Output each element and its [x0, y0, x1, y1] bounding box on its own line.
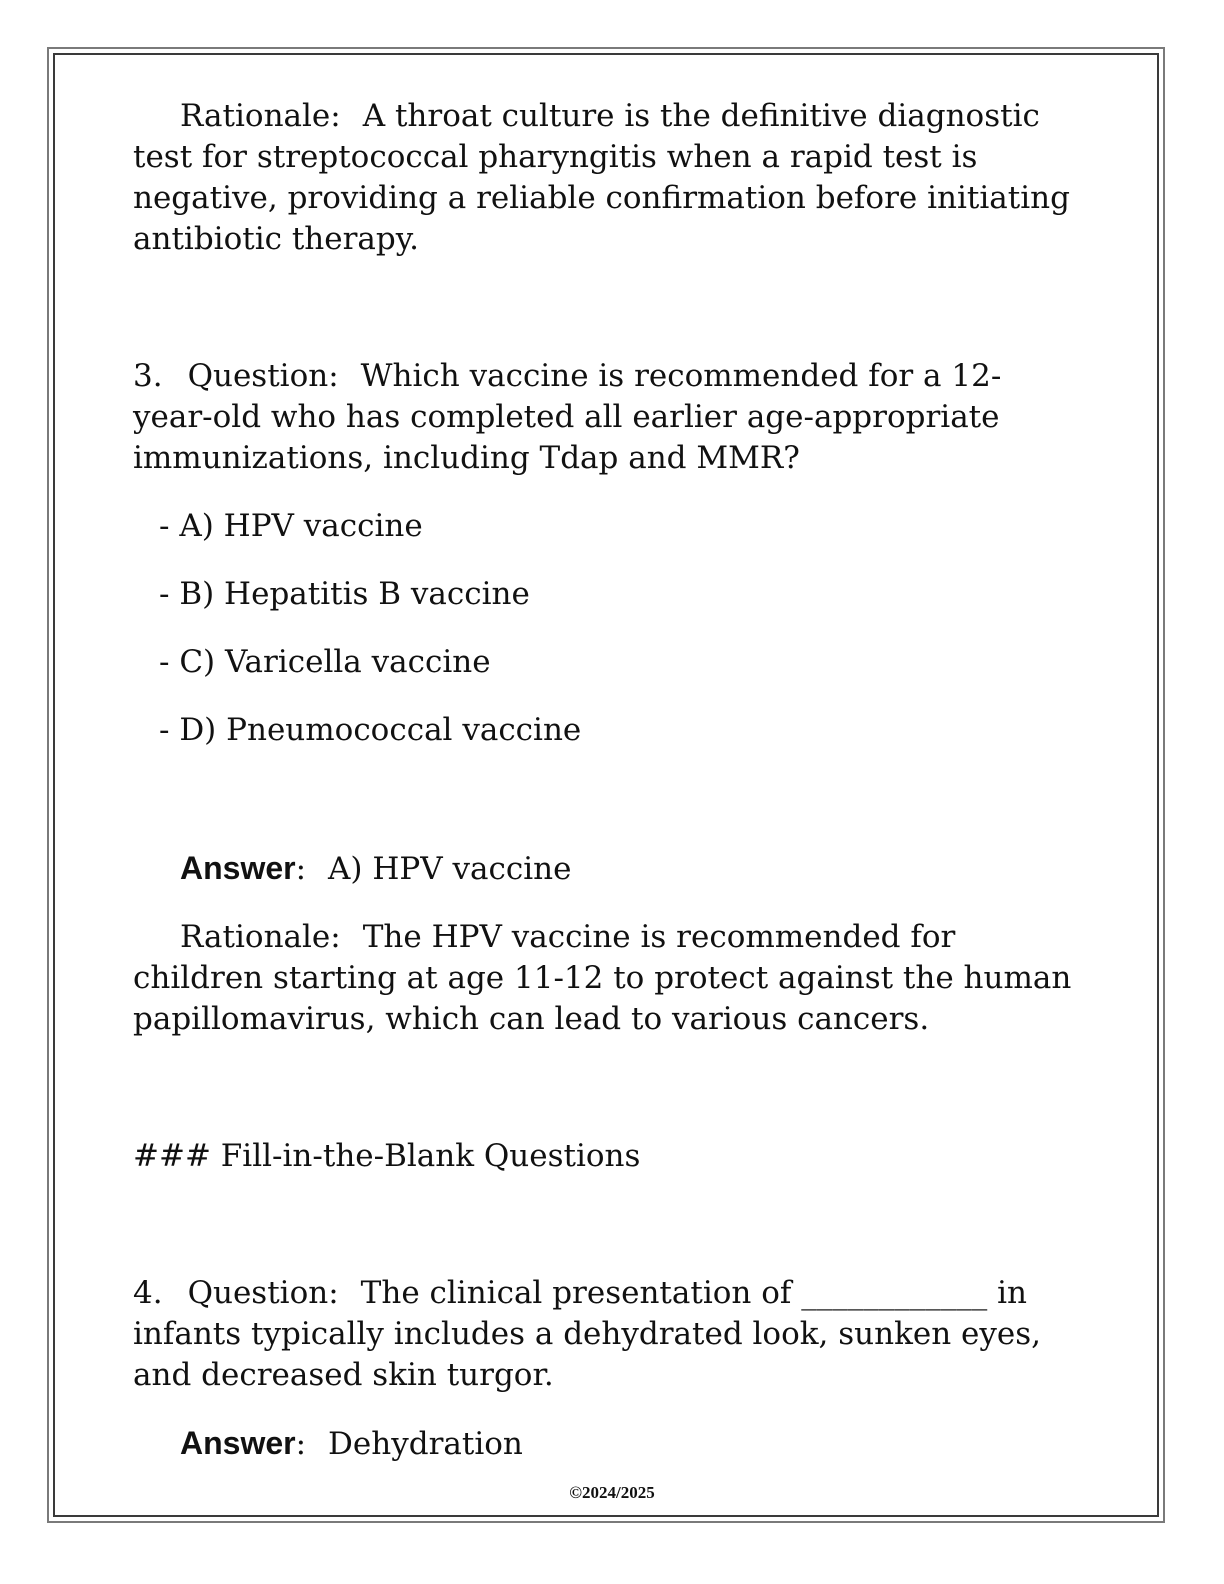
answer-line: [133, 848, 1073, 890]
rationale-text: The HPV vaccine is recommended for children starting at age 11-12 to protect against the human papillomavirus, which can lead to various cancers.: [133, 919, 1072, 1037]
rationale-label: Rationale:: [180, 98, 341, 134]
rationale-label: Rationale:: [180, 919, 341, 955]
question-label: Question:: [187, 1275, 339, 1311]
question-number: 3.: [133, 358, 163, 394]
question-label: Question:: [187, 358, 339, 394]
option-d: - D) Pneumococcal vaccine: [159, 712, 582, 748]
question-number: 4.: [133, 1275, 163, 1311]
answer-colon: :: [295, 1426, 307, 1462]
option-c: - C) Varicella vaccine: [159, 644, 491, 680]
rationale-paragraph: [133, 96, 1073, 260]
answer-line: [133, 1423, 1073, 1465]
option-a: - A) HPV vaccine: [159, 508, 423, 544]
question-text: The clinical presentation of ____________ in infants typically includes a dehydrated look, sunken eyes, and decreased skin turgor.: [133, 1275, 1042, 1393]
rationale-text: A throat culture is the definitive diagnostic test for streptococcal pharyngitis when a rapid test is negative, providing a reliable confirmation before initiating antibiotic therapy.: [133, 98, 1070, 257]
answer-text: Dehydration: [328, 1426, 523, 1462]
question-text: Which vaccine is recommended for a 12-year-old who has completed all earlier age-appropriate immunizations, including Tdap and MMR?: [133, 358, 1002, 476]
copyright-footer: ©2024/2025: [569, 1483, 655, 1502]
document-content: [133, 96, 1073, 1465]
question-4: [133, 1273, 1073, 1396]
question-3: [133, 356, 1073, 479]
option-b: - B) Hepatitis B vaccine: [159, 576, 530, 612]
answer-label: Answer: [180, 850, 296, 886]
rationale-paragraph: [133, 917, 1073, 1040]
answer-label: Answer: [180, 1425, 296, 1461]
answer-colon: :: [295, 851, 307, 887]
answer-text: A) HPV vaccine: [328, 851, 572, 887]
section-heading: ### Fill-in-the-Blank Questions: [133, 1138, 641, 1174]
